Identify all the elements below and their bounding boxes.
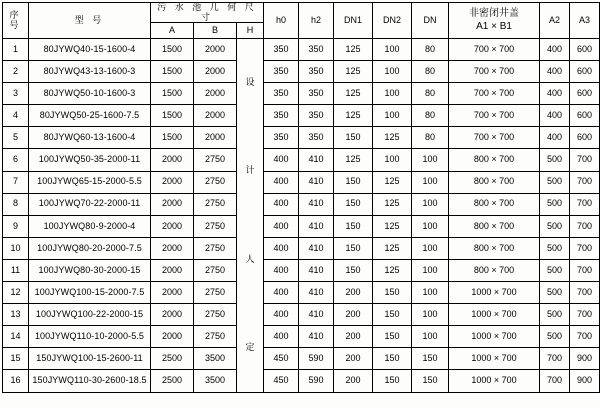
cell-dn1: 125	[334, 149, 373, 171]
header-cover-line2: A1 × B1	[476, 20, 512, 32]
cell-seq: 15	[3, 348, 29, 370]
cell-cover: 800 × 700	[449, 193, 540, 215]
cell-seq: 3	[3, 83, 29, 105]
cell-cover: 800 × 700	[449, 171, 540, 193]
cell-a2: 500	[540, 171, 570, 193]
cell-a2: 500	[540, 215, 570, 237]
cell-b: 2750	[194, 282, 237, 304]
cell-dn: 80	[412, 61, 449, 83]
table-row	[3, 326, 600, 348]
cell-dn: 100	[412, 237, 449, 259]
cell-a2: 500	[540, 282, 570, 304]
cell-dn1: 200	[334, 304, 373, 326]
cell-a: 2000	[151, 215, 194, 237]
cell-dn: 100	[412, 326, 449, 348]
cell-b: 2750	[194, 304, 237, 326]
cell-h0: 400	[264, 193, 299, 215]
cell-seq: 7	[3, 171, 29, 193]
cell-h0: 350	[264, 61, 299, 83]
cell-dn1: 200	[334, 326, 373, 348]
cell-a: 2000	[151, 171, 194, 193]
cell-model: 80JYWQ60-13-1600-4	[29, 127, 151, 149]
cell-a2: 500	[540, 193, 570, 215]
cell-model: 100JYWQ110-10-2000-5.5	[29, 326, 151, 348]
cell-a2: 400	[540, 39, 570, 61]
cell-a3: 700	[570, 326, 600, 348]
cell-dn2: 100	[373, 83, 412, 105]
cell-a: 2500	[151, 348, 194, 370]
cell-h2: 410	[299, 304, 334, 326]
cell-h2: 590	[299, 370, 334, 392]
cell-dn2: 125	[373, 237, 412, 259]
cell-a3: 700	[570, 149, 600, 171]
cell-h0: 350	[264, 105, 299, 127]
cell-a3: 900	[570, 348, 600, 370]
cell-a2: 500	[540, 237, 570, 259]
cell-a2: 400	[540, 105, 570, 127]
table-row	[3, 348, 600, 370]
cell-seq: 14	[3, 326, 29, 348]
cell-cover: 800 × 700	[449, 259, 540, 281]
cell-a2: 500	[540, 149, 570, 171]
cell-a2: 400	[540, 127, 570, 149]
cell-h2: 350	[299, 61, 334, 83]
cell-dn1: 200	[334, 282, 373, 304]
cell-seq: 13	[3, 304, 29, 326]
cell-model: 100JYWQ100-15-2000-7.5	[29, 282, 151, 304]
cell-dn1: 200	[334, 348, 373, 370]
cell-h2: 410	[299, 326, 334, 348]
cell-dn1: 125	[334, 83, 373, 105]
table-row	[3, 149, 600, 171]
cell-b: 3500	[194, 348, 237, 370]
cell-cover: 700 × 700	[449, 105, 540, 127]
cell-h0: 450	[264, 348, 299, 370]
header-seq: 序 号	[3, 3, 29, 39]
cell-cover: 1000 × 700	[449, 370, 540, 392]
cell-model: 150JYWQ110-30-2600-18.5	[29, 370, 151, 392]
cell-h0: 400	[264, 215, 299, 237]
table-row	[3, 259, 600, 281]
cell-dn2: 100	[373, 61, 412, 83]
header-h: H	[237, 23, 264, 39]
cell-model: 80JYWQ40-15-1600-4	[29, 39, 151, 61]
cell-cover: 1000 × 700	[449, 304, 540, 326]
cell-a: 2000	[151, 282, 194, 304]
cell-dn1: 125	[334, 39, 373, 61]
cell-seq: 5	[3, 127, 29, 149]
cell-a: 2000	[151, 304, 194, 326]
header-b: B	[194, 23, 237, 39]
header-pool-dimensions: 污 水 池 几 何 尺 寸	[151, 3, 264, 23]
h-note-char-3: 人	[245, 253, 255, 264]
cell-h0: 400	[264, 171, 299, 193]
cell-dn2: 125	[373, 193, 412, 215]
cell-dn2: 125	[373, 259, 412, 281]
cell-a: 1500	[151, 39, 194, 61]
cell-a: 2000	[151, 326, 194, 348]
cell-dn1: 125	[334, 61, 373, 83]
cell-a3: 600	[570, 83, 600, 105]
table-row	[3, 61, 600, 83]
header-dn1: DN1	[334, 3, 373, 39]
cell-model: 100JYWQ65-15-2000-5.5	[29, 171, 151, 193]
table-row	[3, 127, 600, 149]
header-dn2: DN2	[373, 3, 412, 39]
h-note-char-1: 设	[245, 77, 255, 88]
cell-a3: 700	[570, 259, 600, 281]
cell-cover: 700 × 700	[449, 127, 540, 149]
cell-dn2: 100	[373, 39, 412, 61]
cell-a: 1500	[151, 83, 194, 105]
cell-dn2: 125	[373, 215, 412, 237]
cell-a3: 700	[570, 171, 600, 193]
cell-a3: 700	[570, 282, 600, 304]
cell-a2: 500	[540, 326, 570, 348]
cell-b: 2750	[194, 171, 237, 193]
cell-model: 100JYWQ70-22-2000-11	[29, 193, 151, 215]
cell-dn: 80	[412, 127, 449, 149]
cell-b: 2000	[194, 39, 237, 61]
cell-h2: 350	[299, 105, 334, 127]
cell-dn: 150	[412, 370, 449, 392]
cell-a: 2000	[151, 259, 194, 281]
cell-model: 100JYWQ50-35-2000-11	[29, 149, 151, 171]
table-row	[3, 215, 600, 237]
cell-dn1: 150	[334, 127, 373, 149]
cell-model: 80JYWQ50-10-1600-3	[29, 83, 151, 105]
cell-cover: 800 × 700	[449, 215, 540, 237]
table-row	[3, 193, 600, 215]
cell-cover: 700 × 700	[449, 83, 540, 105]
cell-seq: 10	[3, 237, 29, 259]
cell-seq: 4	[3, 105, 29, 127]
cell-h0: 400	[264, 326, 299, 348]
table-row	[3, 282, 600, 304]
table-row	[3, 370, 600, 392]
cell-a: 2000	[151, 193, 194, 215]
cell-model: 100JYWQ100-22-2000-15	[29, 304, 151, 326]
header-h2: h2	[299, 3, 334, 39]
cell-dn1: 200	[334, 370, 373, 392]
cell-cover: 1000 × 700	[449, 326, 540, 348]
cell-h-vertical-note	[237, 39, 264, 393]
cell-a3: 600	[570, 61, 600, 83]
cell-dn1: 150	[334, 193, 373, 215]
table-row	[3, 237, 600, 259]
cell-a: 2500	[151, 370, 194, 392]
cell-cover: 700 × 700	[449, 39, 540, 61]
cell-dn: 100	[412, 193, 449, 215]
cell-a2: 400	[540, 83, 570, 105]
cell-h0: 400	[264, 149, 299, 171]
cell-dn1: 150	[334, 259, 373, 281]
cell-model: 80JYWQ50-25-1600-7.5	[29, 105, 151, 127]
cell-dn1: 150	[334, 171, 373, 193]
cell-h0: 350	[264, 83, 299, 105]
cell-h0: 350	[264, 127, 299, 149]
cell-b: 2750	[194, 215, 237, 237]
cell-h2: 350	[299, 83, 334, 105]
cell-h0: 400	[264, 282, 299, 304]
cell-dn2: 125	[373, 127, 412, 149]
cell-cover: 700 × 700	[449, 61, 540, 83]
cell-seq: 12	[3, 282, 29, 304]
cell-cover: 1000 × 700	[449, 282, 540, 304]
cell-h2: 590	[299, 348, 334, 370]
header-dn: DN	[412, 3, 449, 39]
table-row	[3, 39, 600, 61]
cell-b: 2000	[194, 61, 237, 83]
cell-model: 100JYWQ80-20-2000-7.5	[29, 237, 151, 259]
table-row	[3, 83, 600, 105]
cell-dn2: 150	[373, 326, 412, 348]
cell-dn2: 150	[373, 348, 412, 370]
cell-h2: 410	[299, 237, 334, 259]
cell-a3: 600	[570, 39, 600, 61]
cell-h2: 410	[299, 149, 334, 171]
cell-seq: 8	[3, 193, 29, 215]
pump-specification-table	[2, 2, 600, 393]
header-a3: A3	[570, 3, 600, 39]
cell-a: 1500	[151, 127, 194, 149]
cell-a3: 900	[570, 370, 600, 392]
header-h0: h0	[264, 3, 299, 39]
cell-seq: 9	[3, 215, 29, 237]
h-note-char-4: 定	[245, 341, 255, 352]
cell-a: 1500	[151, 61, 194, 83]
header-cover	[449, 3, 540, 39]
table-row	[3, 304, 600, 326]
h-note-char-2: 计	[245, 165, 255, 176]
cell-dn2: 150	[373, 282, 412, 304]
cell-model: 150JYWQ100-15-2600-11	[29, 348, 151, 370]
cell-b: 2750	[194, 193, 237, 215]
header-cover-line1: 非密闭井盖	[469, 8, 520, 19]
cell-dn: 100	[412, 149, 449, 171]
cell-a3: 700	[570, 304, 600, 326]
cell-dn: 80	[412, 105, 449, 127]
cell-h2: 350	[299, 127, 334, 149]
cell-dn1: 150	[334, 215, 373, 237]
cell-a2: 500	[540, 259, 570, 281]
cell-cover: 800 × 700	[449, 149, 540, 171]
cell-a3: 600	[570, 105, 600, 127]
cell-dn: 100	[412, 282, 449, 304]
header-a: A	[151, 23, 194, 39]
cell-a3: 700	[570, 215, 600, 237]
cell-dn1: 125	[334, 105, 373, 127]
cell-b: 2000	[194, 127, 237, 149]
cell-dn2: 125	[373, 171, 412, 193]
cell-seq: 16	[3, 370, 29, 392]
cell-a2: 400	[540, 61, 570, 83]
cell-dn: 100	[412, 304, 449, 326]
cell-seq: 1	[3, 39, 29, 61]
table-row	[3, 171, 600, 193]
cell-h0: 350	[264, 39, 299, 61]
cell-dn: 100	[412, 215, 449, 237]
cell-b: 2750	[194, 326, 237, 348]
cell-model: 80JYWQ43-13-1600-3	[29, 61, 151, 83]
table-row	[3, 105, 600, 127]
cell-cover: 1000 × 700	[449, 348, 540, 370]
table-header-row-top	[3, 3, 600, 23]
cell-a2: 700	[540, 370, 570, 392]
cell-cover: 800 × 700	[449, 237, 540, 259]
cell-seq: 2	[3, 61, 29, 83]
cell-h2: 410	[299, 193, 334, 215]
cell-a: 2000	[151, 237, 194, 259]
cell-model: 100JYWQ80-30-2000-15	[29, 259, 151, 281]
cell-model: 100JYWQ80-9-2000-4	[29, 215, 151, 237]
cell-dn: 100	[412, 259, 449, 281]
cell-a2: 700	[540, 348, 570, 370]
cell-h0: 400	[264, 259, 299, 281]
cell-b: 2750	[194, 259, 237, 281]
cell-h2: 410	[299, 282, 334, 304]
cell-a2: 500	[540, 304, 570, 326]
cell-h0: 400	[264, 237, 299, 259]
header-a2: A2	[540, 3, 570, 39]
cell-dn2: 100	[373, 149, 412, 171]
cell-dn: 80	[412, 39, 449, 61]
cell-b: 2000	[194, 105, 237, 127]
cell-b: 3500	[194, 370, 237, 392]
cell-a3: 600	[570, 127, 600, 149]
cell-dn2: 150	[373, 304, 412, 326]
cell-dn: 150	[412, 348, 449, 370]
cell-a3: 700	[570, 193, 600, 215]
cell-dn: 80	[412, 83, 449, 105]
cell-seq: 11	[3, 259, 29, 281]
cell-h2: 350	[299, 39, 334, 61]
cell-b: 2000	[194, 83, 237, 105]
cell-a3: 700	[570, 237, 600, 259]
spec-sheet	[0, 2, 600, 408]
cell-seq: 6	[3, 149, 29, 171]
cell-h0: 450	[264, 370, 299, 392]
cell-b: 2750	[194, 149, 237, 171]
cell-dn2: 100	[373, 105, 412, 127]
cell-dn: 100	[412, 171, 449, 193]
cell-dn1: 150	[334, 237, 373, 259]
cell-h0: 400	[264, 304, 299, 326]
header-model: 型 号	[29, 3, 151, 39]
cell-a: 2000	[151, 149, 194, 171]
cell-h2: 410	[299, 259, 334, 281]
cell-a: 1500	[151, 105, 194, 127]
cell-dn2: 150	[373, 370, 412, 392]
cell-h2: 410	[299, 215, 334, 237]
cell-h2: 410	[299, 171, 334, 193]
cell-b: 2750	[194, 237, 237, 259]
